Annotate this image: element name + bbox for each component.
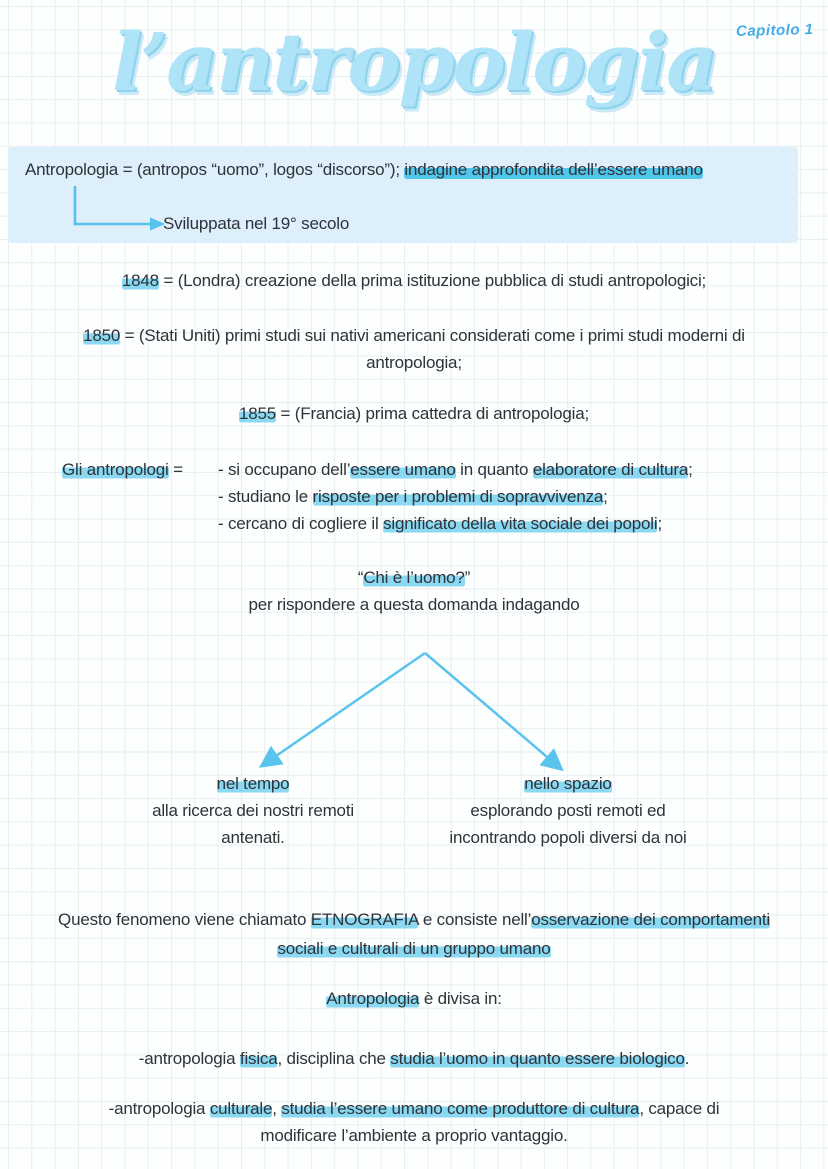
branch-left-line2: antenati.	[221, 828, 285, 847]
branch-left-title: nel tempo	[216, 774, 290, 793]
cultural-anthropology-line2: modificare l’ambiente a proprio vantaggio.	[260, 1126, 568, 1145]
branch-left-line1: alla ricerca dei nostri remoti	[152, 801, 354, 820]
physical-anthropology-line: -antropologia fisica, disciplina che studia l’uomo in quanto essere biologico.	[138, 1049, 690, 1068]
timeline-text-1850-line1	[0, 322, 828, 349]
definition-note: Sviluppata nel 19° secolo	[163, 214, 350, 233]
anthropologists-label-rest: =	[168, 460, 183, 479]
anthropologists-label-highlight: Gli antropologi	[62, 460, 169, 479]
anthropologists-item-3: - cercano di cogliere il significato della vita sociale dei popoli;	[218, 514, 662, 533]
anthropologists-label	[62, 456, 183, 483]
question-subtitle: per rispondere a questa domanda indagando	[248, 595, 580, 614]
cultural-anthropology-block	[0, 1095, 828, 1149]
branch-right-line1: esplorando posti remoti ed	[470, 801, 666, 820]
branch-right	[418, 770, 718, 851]
definition-lead: Antropologia = (antropos “uomo”, logos “discorso”);	[25, 160, 405, 179]
ethnography-line1: Questo fenomeno viene chiamato ETNOGRAFIA e consiste nell’osservazione dei comportamenti	[58, 910, 770, 929]
timeline-entry-1848	[0, 267, 828, 294]
anthropologists-list	[218, 456, 693, 537]
timeline-entry-1850	[0, 322, 828, 376]
branch-left	[113, 770, 393, 851]
timeline-text-1850: = (Stati Uniti) primi studi sui nativi americani considerati come i primi studi moderni di	[120, 326, 745, 345]
question-highlight: Chi è l’uomo?	[363, 568, 465, 587]
timeline-year-1848: 1848	[121, 271, 159, 290]
timeline-text-1850-line2: antropologia;	[366, 353, 462, 372]
timeline-text-1855: = (Francia) prima cattedra di antropologia;	[276, 404, 589, 423]
timeline-year-1855: 1855	[239, 404, 277, 423]
anthropologists-item-1: - si occupano dell’essere umano in quanto elaboratore di cultura;	[218, 460, 693, 479]
question-block	[0, 564, 828, 618]
branch-arrows-icon	[245, 645, 585, 785]
chapter-badge: Capitolo 1	[736, 20, 815, 41]
branch-right-title: nello spazio	[524, 774, 612, 793]
timeline-entry-1855	[0, 400, 828, 427]
branch-right-line2: incontrando popoli diversi da noi	[449, 828, 687, 847]
cultural-anthropology-line1: -antropologia culturale, studia l’essere umano come produttore di cultura, capace di	[108, 1099, 720, 1118]
ethnography-term-highlight: ETNOGRAFIA	[310, 910, 419, 929]
question-quote: “Chi è l’uomo?”	[357, 568, 471, 587]
definition-line	[25, 158, 703, 182]
definition-highlight: indagine approfondita dell’essere umano	[404, 160, 703, 179]
ethnography-line2: sociali e culturali di un gruppo umano	[277, 939, 551, 958]
elbow-arrow-icon	[72, 186, 172, 234]
timeline-text-1848: = (Londra) creazione della prima istituzione pubblica di studi antropologici;	[158, 271, 707, 290]
division-heading: Antropologia è divisa in:	[326, 989, 502, 1008]
anthropologists-item-2: - studiano le risposte per i problemi di sopravvivenza;	[218, 487, 608, 506]
timeline-year-1850: 1850	[83, 326, 121, 345]
ethnography-paragraph	[0, 905, 828, 963]
page-title: l’antropologia	[112, 15, 716, 109]
